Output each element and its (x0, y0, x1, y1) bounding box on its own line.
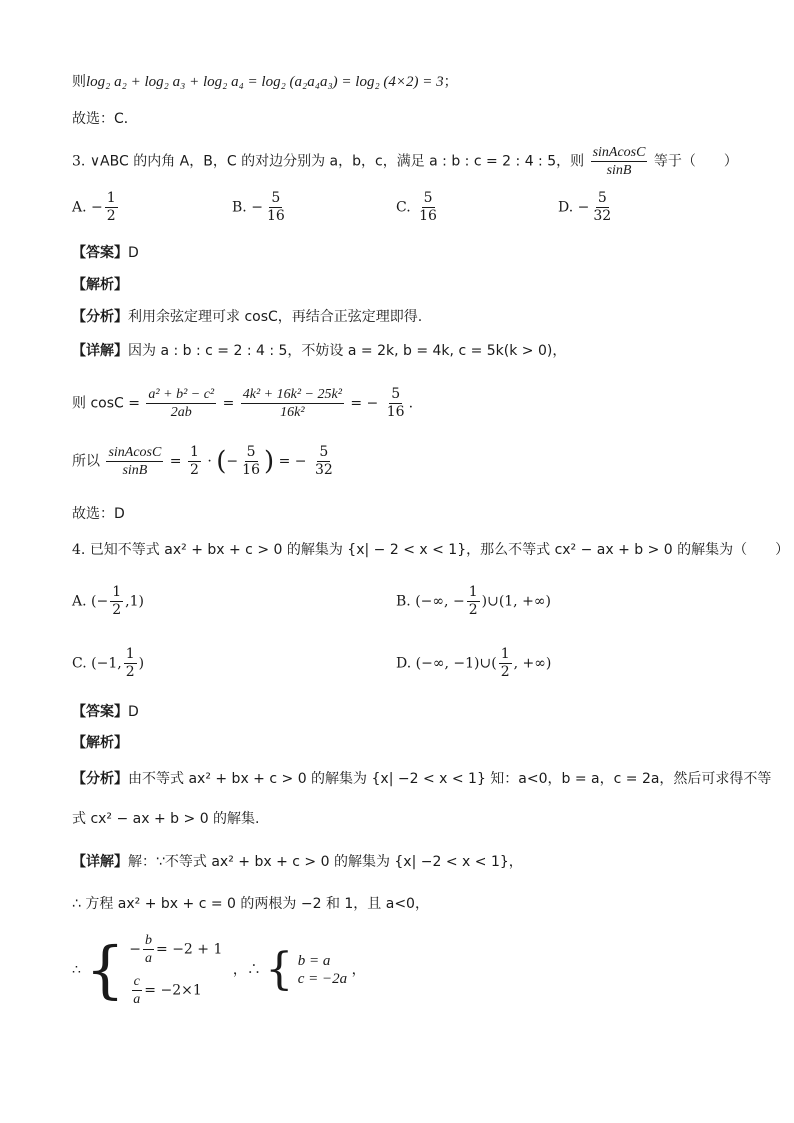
fraction-den: 32 (314, 462, 333, 478)
q3-stem (72, 144, 738, 179)
option-fraction (110, 584, 123, 619)
option-label: B. (396, 593, 411, 610)
fraction-num: 1 (112, 584, 122, 600)
option-label: A. (72, 199, 87, 216)
q3-tail: 等于（ ） (653, 153, 738, 170)
q3-option-d (558, 190, 615, 225)
fraction-num: c (133, 974, 140, 989)
q4-number: 4. (72, 542, 86, 558)
xiangjie-text: 解：∵不等式 ax² + bx + c > 0 的解集为 {x| −2 < x < 1}， (128, 854, 523, 870)
minus-sign: − (226, 453, 239, 470)
fraction-den: 2 (189, 462, 199, 478)
option-pre: (−1, (91, 655, 122, 672)
cos-fraction-3 (385, 386, 407, 421)
q3-xiangjie (72, 342, 566, 360)
system-end: ， (351, 962, 366, 978)
fraction-den: 2 (468, 602, 478, 618)
equation-rhs: = −2×1 (144, 982, 202, 999)
system-1-eq-1 (129, 932, 222, 967)
q3-analysis-tag: 【解析】 (72, 277, 128, 293)
cos-fraction-1 (146, 386, 216, 421)
so-fraction-2 (188, 444, 201, 479)
option-label: A. (72, 593, 87, 610)
fraction-den: 16 (419, 208, 437, 224)
fraction-den: a (133, 992, 141, 1007)
option-fraction (124, 646, 137, 681)
fraction-num: 4k² + 16k² − 25k² (242, 387, 342, 402)
q3-text: ∨ABC 的内角 A，B，C 的对边分别为 a，b，c，满足 a : b : c = 2 : 4 : 5，则 (89, 153, 585, 170)
xiangjie-tag: 【详解】 (72, 854, 128, 870)
q4-stem (72, 541, 789, 559)
fraction-den: 16 (266, 208, 285, 224)
paren-right: ) (263, 446, 275, 477)
q3-result-line (72, 444, 337, 479)
cos-end: . (408, 395, 414, 412)
system-1-eq-2 (129, 973, 222, 1008)
so-fraction-1 (106, 444, 163, 479)
fraction-num: sinAcosC (108, 445, 162, 460)
option-label: D. (396, 655, 412, 672)
fraction-num: 1 (500, 646, 510, 662)
log-sum-line (72, 73, 458, 91)
fraction-num: b (145, 933, 153, 948)
fraction-num: 1 (106, 190, 116, 206)
fraction-num: 5 (246, 444, 256, 460)
q4-analysis-tag: 【解析】 (72, 735, 128, 751)
fraction-num: a² + b² − c² (148, 387, 215, 402)
log-line-math: log₂ a₂ + log₂ a₃ + log₂ a₄ = log₂ (a₂a₄a₃) = log₂ (4×2) = 3 (86, 74, 444, 90)
option-fraction (499, 646, 512, 681)
xiangjie-text: 因为 a : b : c = 2 : 4 : 5，不妨设 a = 2k, b = 4k, c = 5k(k > 0)， (128, 343, 567, 359)
option-label: C. (72, 655, 87, 672)
option-pre: (−∞, −1)∪( (415, 655, 497, 672)
option-fraction (591, 190, 613, 225)
answer-value: D (128, 245, 139, 261)
answer-value: D (128, 704, 139, 720)
fraction-den: 16k² (280, 405, 305, 420)
fraction-den: 2 (125, 664, 135, 680)
option-label: B. (232, 199, 247, 216)
equals-sign: = (222, 395, 235, 412)
option-sign: − (91, 199, 103, 216)
cos-fraction-2 (241, 386, 344, 421)
fenxi-tag: 【分析】 (72, 771, 128, 787)
q3-number: 3. (72, 153, 86, 170)
fraction-den: 2 (106, 208, 116, 224)
fenxi-text: 利用余弦定理可求 cosC，再结合正弦定理即得. (128, 309, 423, 325)
q4-text: 已知不等式 ax² + bx + c > 0 的解集为 {x| − 2 < x < 1}，那么不等式 cx² − ax + b > 0 的解集为（ ） (89, 542, 790, 558)
q3-final-choice: 故选：D (72, 506, 125, 522)
q4-xiangjie (72, 853, 523, 871)
q3-fraction (591, 144, 648, 179)
option-fraction (467, 584, 480, 619)
system-separator: ，∴ (232, 962, 261, 978)
q4-option-a (72, 584, 144, 619)
option-pre: (− (91, 593, 109, 610)
fraction-den: 32 (593, 208, 612, 224)
answer-tag: 【答案】 (72, 704, 128, 720)
fraction-num: 1 (125, 646, 135, 662)
q4-fenxi-line-2: 式 cx² − ax + b > 0 的解集. (72, 811, 260, 827)
q3-answer (72, 244, 139, 262)
so-fraction-4 (313, 444, 335, 479)
fraction-num: 5 (423, 190, 433, 206)
q3-fraction-den: sinB (606, 163, 632, 178)
option-label: C. (396, 199, 411, 216)
system-1 (129, 932, 222, 1008)
system-2 (298, 952, 347, 988)
option-fraction (105, 190, 118, 225)
therefore-sign: ∴ (72, 962, 81, 978)
q4-option-c (72, 646, 144, 681)
option-post: , +∞) (513, 655, 552, 672)
answer-tag: 【答案】 (72, 245, 128, 261)
q3-cos-derivation (72, 386, 413, 421)
equals-sign: = (169, 453, 182, 470)
brace-left-1: { (85, 933, 125, 1006)
option-sign: − (251, 199, 263, 216)
q4-equation-systems (72, 932, 366, 1022)
fraction-den: 2 (112, 602, 122, 618)
q4-option-b (396, 584, 551, 619)
fraction-den: sinB (122, 463, 148, 478)
choice-c-line: 故选：C． (72, 111, 138, 127)
option-post: )∪(1, +∞) (481, 593, 551, 610)
fenxi-tag: 【分析】 (72, 309, 128, 325)
option-post: ) (138, 655, 145, 672)
log-line-prefix: 则 (72, 74, 86, 90)
cos-prefix: 则 cosC = (72, 395, 140, 412)
option-post: ,1) (125, 593, 144, 610)
system-2-eq-2: c = −2a (297, 971, 348, 987)
fraction-num: 5 (271, 190, 281, 206)
q4-root-line: ∴ 方程 ax² + bx + c = 0 的两根为 −2 和 1，且 a<0， (72, 896, 429, 912)
minus-sign: − (129, 941, 142, 958)
q3-option-b (232, 190, 289, 225)
option-sign: − (577, 199, 590, 216)
fraction-num: 1 (468, 584, 478, 600)
fraction-den: 2 (500, 664, 510, 680)
so-fraction-3 (240, 444, 262, 479)
paren-left: ( (216, 446, 227, 477)
xiangjie-tag: 【详解】 (72, 343, 128, 359)
log-line-suffix: ； (443, 74, 458, 90)
cos-equals-minus: = − (350, 395, 379, 412)
q3-fenxi (72, 308, 422, 326)
fraction-num: 5 (597, 190, 607, 206)
option-label: D. (558, 199, 574, 216)
q4-answer (72, 703, 139, 721)
option-fraction (417, 190, 439, 225)
b-over-a-fraction (143, 932, 154, 967)
q3-fraction-num: sinAcosC (592, 145, 646, 160)
so-prefix: 所以 (72, 453, 100, 470)
fraction-den: 16 (242, 462, 260, 478)
q4-option-d (396, 646, 551, 681)
fraction-den: 16 (386, 404, 405, 420)
fraction-den: a (145, 951, 153, 966)
equation-rhs: = −2 + 1 (156, 941, 223, 958)
fraction-den: 2ab (170, 405, 192, 420)
fraction-num: 5 (319, 444, 329, 460)
equals-minus: = − (278, 453, 307, 470)
q3-option-a (72, 190, 120, 225)
q3-option-c (396, 190, 441, 225)
system-2-eq-1: b = a (297, 953, 331, 969)
option-pre: (−∞, − (415, 593, 465, 610)
fenxi-text: 由不等式 ax² + bx + c > 0 的解集为 {x| −2 < x < 1} 知：a<0，b = a，c = 2a，然后可求得不等 (128, 771, 772, 787)
fraction-num: 1 (189, 444, 199, 460)
option-fraction (265, 190, 287, 225)
dot-sign: · (207, 453, 212, 470)
brace-left-2: { (265, 944, 294, 995)
c-over-a-fraction (131, 973, 142, 1008)
fraction-num: 5 (391, 386, 401, 402)
q4-fenxi-line-1 (72, 770, 771, 788)
